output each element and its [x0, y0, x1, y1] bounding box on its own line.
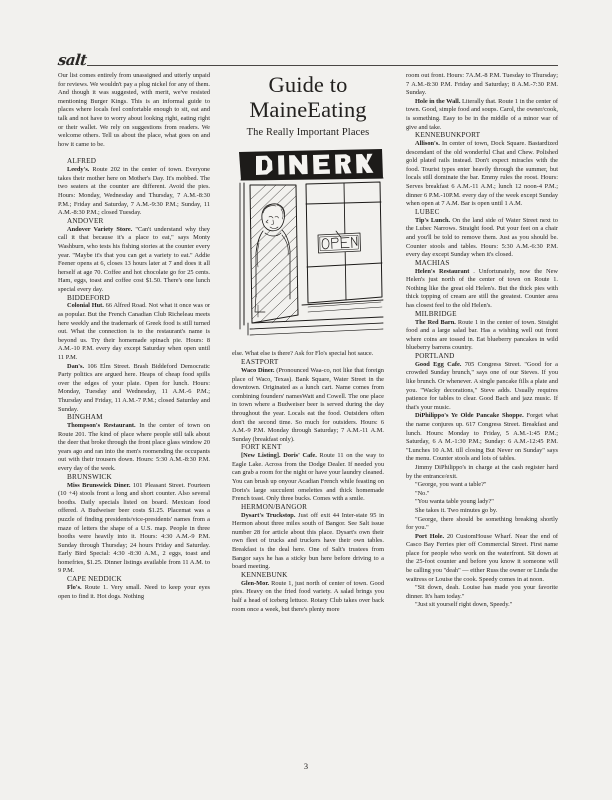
- listing-name: Colonial Hut.: [67, 302, 104, 310]
- dialogue-line: "George, there should be something breaking shortly for you.": [406, 515, 558, 532]
- intro-paragraph: Our list comes entirely from unassigned and utterly unpaid for reviews. We wouldn't pay a plug nickel for any of them. And though it was suggested, with merit, we've resisted mentioning Burger Kings. This is an informal guide to places where locals feel confortable enough to sit, eat and talk and not have to worry about looking right, eating right or their wallet. We rely on suggestions from readers. We welcome others. Tell us about the place, what goes on and how it came to be.: [58, 72, 210, 148]
- column-3: [406, 72, 558, 610]
- dialogue-block-diphilippos: [406, 464, 558, 533]
- listing-text: Route 11 on the way to Eagle Lake. Across from the Dodge Dealer. If needed you can grab a room for the night or have your laundry cleaned. You can brush up onyour Acadian French while feasting on Doris's large succulent omelettes and thick homemade French toast. Only three bucks. Comes with a smile.: [232, 452, 385, 503]
- listing: [58, 584, 210, 601]
- title-block: [232, 72, 384, 140]
- listing: [406, 412, 558, 464]
- column-2: [232, 72, 384, 614]
- page-title-line-2: MaineEating: [249, 97, 367, 123]
- page-subtitle: The Really Important Places: [246, 127, 370, 139]
- listing-name: [New Listing]. Doris' Cafe.: [241, 452, 317, 460]
- listing-text: Route 1 in the center of town. Straight food and a large salad bar. Has a wishing well out front where coins are tossed in. Eat blueberry pancakes in wild blueberry barrens country.: [406, 318, 558, 352]
- town-heading: ALFRED: [67, 157, 97, 166]
- listing-name: Hole in the Wall.: [415, 97, 461, 105]
- listing: [232, 512, 384, 572]
- listing-text: Literally that. Route 1 in the center of town. Good, simple food and soups. Carol, the owner/cook, is something. Easy to be in the middle of a minor war of give and take.: [406, 97, 558, 131]
- page-title-line-1: Guide to: [268, 72, 348, 97]
- town-heading: MACHIAS: [415, 258, 450, 267]
- listing-text: (Pronounced Waa-co, not like that foreign place of Waco, Texas). Bank Square, Water Street in the downtown. Originated as a lunch cart. Name comes from combining founders' namesWatt and Cowell. The one place in town where a Budweiser beer is served during the day throughout the year. Locals eat the food. Outsiders often don't the second time. So much for outsiders. Hours: 6 A.M.-9 P.M. Monday through Saturday; 7 A.M.-11 A.M. Sunday (breakfast only).: [232, 366, 384, 443]
- dialogue-line: "Just sit yourself right down, Speedy.": [415, 601, 513, 609]
- dialogue-line: "No.": [415, 489, 430, 497]
- town-section-milbridge: [406, 311, 558, 353]
- listing-name: Leedy's.: [67, 166, 90, 174]
- town-heading: ANDOVER: [67, 216, 104, 225]
- town-section-kennebunk: [232, 572, 384, 614]
- listing-text: 705 Congress Street. "Good for a crowded Sunday brunch," says one of our Steves. If you like brunch. Or whenever. A single pancake fills a plate and you. "Wacky decorations," Steve adds. Usually requires patience for tables to clear. Good Bach and jazz music. If that's your music.: [406, 360, 558, 411]
- listing: [406, 533, 558, 585]
- listing-text: Forget what the name conjures up. 617 Congress Street. Breakfast and lunch. Hours: Monday to Friday, 5 A.M.-1:45 P.M.; Saturday, 6 A M.-1:30 P.M.; Sunday: 6 A.M.-12:45 P.M. "Lunches 10 A.M. till closing But Never on Sunday" says the menu. Counter stools and lots of tables.: [406, 412, 558, 463]
- dialogue-line: "Sit down, deah. Louise has made you your favorite dinner. It's ham today.": [406, 584, 558, 600]
- listing-name: DiPhilippo's Ye Olde Pancake Shoppe.: [415, 412, 524, 420]
- town-heading: MILBRIDGE: [415, 309, 457, 318]
- listing-text: . Unfortunately, now the New Helen's just north of the center of town on Route 1. Nothing like the great old Helen's. But the thick pies with thick topping of cream are still the greatest. Counter area has closest feel to the old Helen's.: [406, 267, 558, 310]
- listing: [58, 482, 210, 577]
- town-section-brunswick: [58, 474, 210, 576]
- listing-name: The Red Barn.: [415, 318, 456, 326]
- masthead: [58, 44, 558, 68]
- listing-name: Glen-Mor.: [241, 579, 270, 587]
- town-heading: HERMON/BANGOR: [241, 502, 308, 511]
- listing: [58, 226, 210, 295]
- dialogue-line: She takes it. Two minutes go by.: [415, 506, 498, 514]
- page-number: 3: [303, 762, 309, 771]
- listing-text: 101 Pleasant Street. Fourteen (10 +4) stools front a long and short counter. Also several booths. Daily specials listed on board. Mexican food offered. A Budweiser beer costs $1.25. Placemat was a puzzle of finding presidents/vice-presidents' names from a maze of letters the shape of a U.S. map. People in three booths were heavily into it. Hours: 4:30 A.M.-9 P.M. Sunday through Thursday; 24 hours Friday and Saturday. Early Bird Special: 4:30 -8:30 A.M., 2 eggs, toast and homefries, $1.25. Dinner listings available from 11 A.M. to 9 P.M.: [58, 481, 210, 575]
- town-heading: FORT KENT: [241, 443, 282, 452]
- article-columns: [58, 72, 558, 772]
- town-section-biddeford: [58, 295, 210, 415]
- listing: [58, 302, 210, 362]
- listing-name: Waco Diner.: [241, 366, 275, 374]
- masthead-rule: [87, 65, 558, 66]
- listing-text: On the land side of Water Street next to the Lubec Narrows. Straight food. Put your feet on a chair and you'll be told to remove them. Just as you should be. Counter stools and tables. Hours: 5:30 A.M.-6:30 P.M. every day except Sunday when it's closed.: [406, 216, 558, 259]
- dialogue-line: Jimmy DiPhilippo's in charge at the cash register hard by the entrance/exit.: [406, 463, 558, 480]
- column-1: [58, 72, 210, 601]
- listing: [232, 580, 384, 614]
- listing-name: Good Egg Cafe.: [415, 360, 462, 368]
- town-heading: BRUNSWICK: [67, 472, 112, 481]
- listing-name: Dan's.: [67, 362, 85, 370]
- town-section-lubec: [406, 209, 558, 260]
- listing: [406, 319, 558, 353]
- listing: [58, 422, 210, 474]
- listing-text: In center of town, Dock Square. Bastardized descendant of the old wonderful Chat and Chew. Polished gold plated rails instead. Don't expect miracles with the food. Tourist types enter heavily through the summer, but locals still dominate the bar. Emmy rules the roost. Hours: Serves breakfast 6 A.M.-11 A.M.; lunch 12 noon-4 P.M.; dinner 6 P.M.-10P.M. every day of the week except Sunday when open at 7 A.M. Bar is open until 1 A.M.: [406, 140, 558, 208]
- town-heading: KENNEBUNK: [241, 570, 288, 579]
- listing: [406, 140, 558, 209]
- continued-from-column-2: room out front. Hours: 7A.M.-8 P.M. Tuesday to Thursday; 7 A.M.-8:30 P.M. Friday and Saturday; 8 A.M.-7:30 P.M. Sunday.: [406, 72, 558, 97]
- listing-name: Flo's.: [67, 584, 82, 591]
- listing-name: Helen's Restaurant: [415, 267, 470, 275]
- listing-text: Route 1. Very small. Need to keep your eyes open to find it. Hot dogs. Nothing: [58, 584, 210, 600]
- dialogue-block-port-hole: [406, 584, 558, 610]
- town-section-andover: [58, 218, 210, 295]
- listing: [406, 268, 558, 311]
- listing: [406, 217, 558, 260]
- continued-from-column-1: else. What else is there? Ask for Flo's special hot sauce.: [232, 350, 374, 358]
- listing-text: Route 202 in the center of town. Everyone takes their mother here on Mother's Day. It's mobbed. The two seaters at the counter are different. Avoid the pies. Hours: Monday, Wednesday and Thursday, 7 A.M.-8:30 P.M.; Friday and Saturday, 7 A.M.-9:30 P.M.; Sunday, 11 A.M.-8:30 P.M.; closed Tuesday.: [58, 166, 210, 217]
- listing-name: Port Hole.: [415, 532, 445, 540]
- listing-name: Tip's Lunch.: [415, 216, 451, 224]
- town-section-hermon-bangor: [232, 504, 384, 572]
- town-section-fort-kent: [232, 444, 384, 503]
- open-sign: [318, 231, 361, 253]
- listing-text: Route 1, just north of center of town. Good pies. Heavy on the fried food variety. A salad brings you half a head of iceberg lettuce. Rotary Club takes over back room once a week, but there's plenty more: [232, 579, 384, 613]
- listing-text: In the center of town on Route 201. The kind of place where people still talk about the deer that broke through the front place glass window 20 years ago and ran into the men's roomending the occupants out with their trousers down. Hours: 5:30 A.M.-8:30 P.M. every day of the week.: [58, 422, 210, 473]
- town-section-machias: [406, 260, 558, 311]
- listing-name: Miss Brunswick Diner.: [67, 481, 131, 489]
- listing: [58, 166, 210, 218]
- listing-name: Thompson's Restaurant.: [67, 422, 136, 430]
- town-section-kennebunkport: [406, 132, 558, 209]
- listing-name: Andover Variety Store.: [67, 225, 133, 233]
- town-section-portland: [406, 353, 558, 464]
- town-heading: BIDDEFORD: [67, 293, 110, 302]
- town-heading: EASTPORT: [241, 358, 279, 367]
- salt-logo: salt: [57, 51, 88, 69]
- listing-text: Just off exit 44 Inter-state 95 in Hermon about three miles south of Bangor. See Salt issue number 28 for article about this place. Dysart's own their own fleet of trucks and truckers have their own tables. Breakfast is the deal here. One of Salt's trustees from Bangor says he has a sticky bun here before driving to a board meeting.: [232, 511, 385, 571]
- listing: [232, 452, 384, 504]
- dialogue-line: "You wanta table young lady?": [415, 498, 494, 506]
- listing-text: "Can't understand why they call it that because it's a place to eat," says Monty Washburn, who tests his fishing stories at the counter every year. "Maybe it's that you can get a variety to eat." Addie Feener opens at 6, closes 13 hours later at 7 and does it all herself at age 70. Coffee and hot chocolate go for 25 cents. Ham, eggs, toast and coffee cost $1.50. There's one lunch special every day.: [58, 225, 210, 293]
- dialogue-line: "George, you want a table?": [415, 481, 487, 489]
- listing-name: Allison's.: [415, 140, 440, 148]
- listing: [406, 361, 558, 413]
- town-heading: KENNEBUNKPORT: [415, 131, 481, 140]
- town-section-alfred: [58, 158, 210, 217]
- town-section-bingham: [58, 414, 210, 473]
- town-section-cape-neddick: [58, 576, 210, 601]
- town-heading: BINGHAM: [67, 413, 103, 422]
- diner-illustration: [232, 147, 384, 343]
- listing: [406, 98, 558, 132]
- town-section-eastport: [232, 359, 384, 444]
- listing-text: 106 Elm Street. Brash Biddeford Democratic Party politics are argued here. Heaps of cheap food spills over the edges of your plate. Open for lunch. Hours: Monday, Tuesday and Wednesday, 11 A.M.-6 P.M.; Thursday and Friday, 11 A.M.-7 P.M.; closed Saturday and Sunday.: [58, 362, 210, 413]
- town-heading: LUBEC: [415, 207, 440, 216]
- listing-text: 66 Alfred Road. Not what it once was or as popular. But the French Canadian Club Richeleau meets here weekly and the trademark of Greek food is still turned out. What the connection is to the restaurant's name is beyond us. Try their homemade spinach pie. Hours: 8 A.M.-10 P.M. every day except Saturday when open until 11 P.M.: [58, 302, 210, 361]
- listing: [58, 363, 210, 415]
- town-heading: PORTLAND: [415, 351, 455, 360]
- listing-name: Dysart's Truckstop.: [241, 511, 296, 519]
- town-heading: CAPE NEDDICK: [67, 575, 122, 584]
- listing: [232, 367, 384, 444]
- listing-text: 20 CustomHouse Wharf. Near the end of Casco Bay Ferries pier off Commercial Street. First name place for people who work on the waterfront. Sit down at the 25-foot counter and before you know it someone will be calling you "deah" — either Russ the owner or Linda the waitress or Louise the cook. Speedy comes in at noon.: [406, 532, 558, 583]
